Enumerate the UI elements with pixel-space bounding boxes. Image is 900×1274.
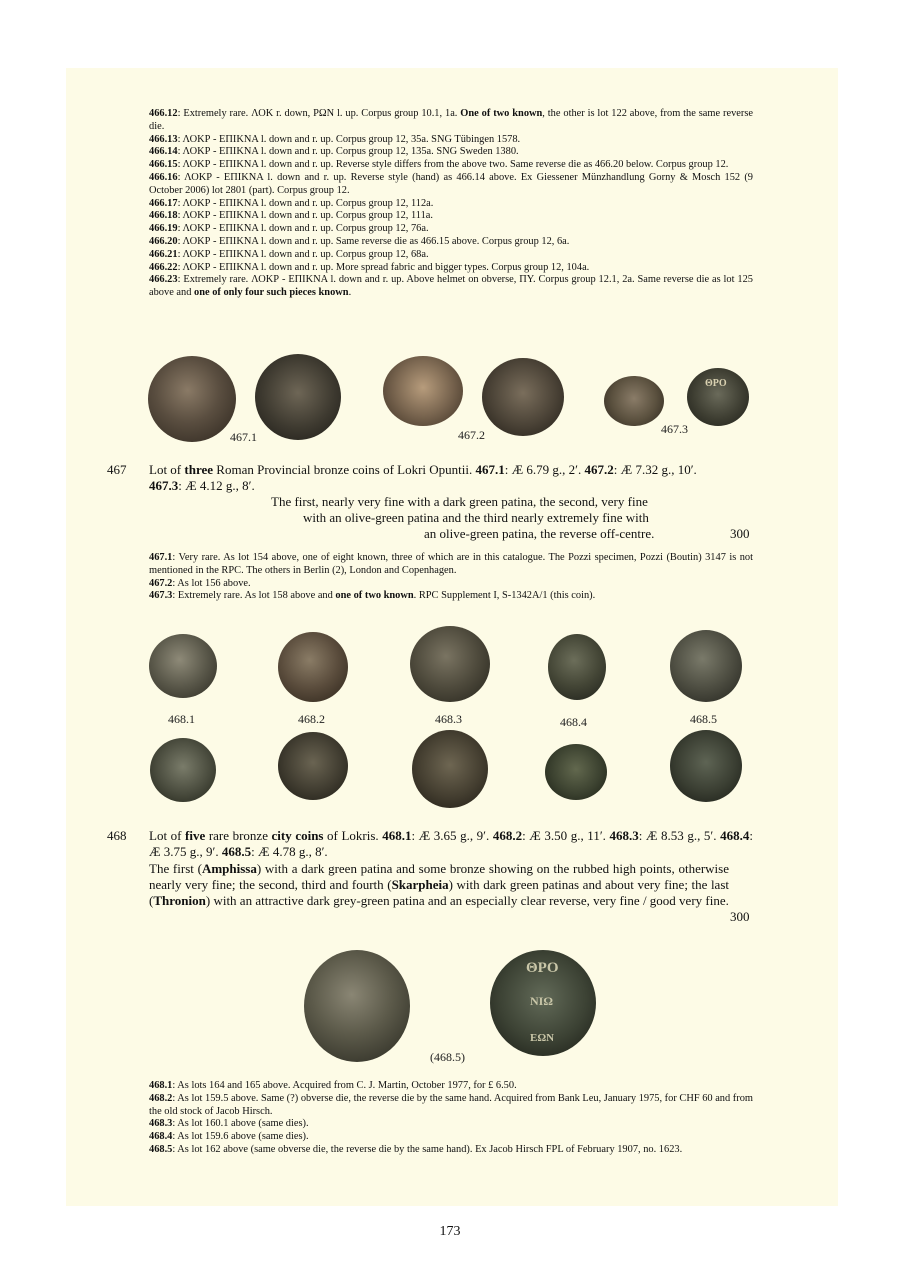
lot-467-price: 300 bbox=[730, 526, 750, 541]
note-468-5 bbox=[149, 1144, 753, 1157]
caption-468-4: 468.4 bbox=[560, 715, 587, 729]
lot-467-bold: 467.1 bbox=[475, 462, 505, 477]
note-text: : ΛΟΚΡ - ΕΠΙΚΝΑ l. down and r. up. Reverse style (hand) as 466.14 above. Ex Giessener Münzhandlung Gorny & Mosch 152 (9 October 2006) lot 2801 (part). Corpus group 12. bbox=[149, 171, 753, 196]
lot-468-bold: 468.2 bbox=[492, 828, 523, 843]
note-466-22 bbox=[149, 262, 753, 275]
note-number: 468.1 bbox=[149, 1080, 173, 1091]
lot-468-bold: city coins bbox=[271, 828, 324, 843]
note-467-2 bbox=[149, 578, 753, 591]
lot-467-desc-1: The first, nearly very fine with a dark green patina, the second, very fine bbox=[271, 494, 648, 509]
lot-468-desc-bold: Amphissa bbox=[201, 861, 257, 876]
note-text: : As lot 159.6 above (same dies). bbox=[172, 1131, 309, 1143]
note-bold: One of two known bbox=[460, 108, 543, 119]
note-number: 466.15 bbox=[149, 159, 178, 171]
lot-468-text: : Æ 3.50 g., 11′. bbox=[522, 828, 610, 843]
lot-467-header bbox=[149, 462, 753, 494]
note-text: : ΛΟΚΡ - ΕΠΙΚΝΑ l. down and r. up. Corpus group 12, 68a. bbox=[177, 248, 429, 260]
coin-468-2-obverse bbox=[278, 632, 348, 702]
note-467-1 bbox=[149, 552, 753, 578]
coin-468-4-obverse bbox=[548, 634, 606, 700]
lot-467-text: Roman Provincial bronze coins of Lokri Opuntii. bbox=[213, 462, 476, 477]
note-number: 466.20 bbox=[149, 235, 178, 247]
caption-468-3: 468.3 bbox=[435, 712, 462, 726]
note-number: 468.3 bbox=[149, 1118, 173, 1130]
note-468-3 bbox=[149, 1118, 753, 1131]
coin-468-3-obverse bbox=[410, 626, 490, 702]
note-text: : ΛΟΚΡ - ΕΠΙΚΝΑ l. down and r. up. Same reverse die as 466.15 above. Corpus group 12, 6a. bbox=[177, 235, 570, 247]
note-466-14 bbox=[149, 146, 753, 159]
note-text: : As lot 156 above. bbox=[172, 577, 251, 589]
lot-468-desc-bold: Thronion bbox=[153, 893, 206, 908]
lot-468-bold: 468.3 bbox=[609, 828, 639, 843]
note-468-2 bbox=[149, 1093, 753, 1119]
note-text: . RPC Supplement I, S-1342A/1 (this coin). bbox=[413, 590, 596, 602]
lot-468-text: : Æ 8.53 g., 5′. bbox=[638, 828, 721, 843]
coin-legend-top: ΘΡΟ bbox=[526, 960, 559, 976]
lot-467-desc-3: an olive-green patina, the reverse off-centre. bbox=[424, 526, 655, 541]
note-text: : Extremely rare. As lot 158 above and bbox=[172, 590, 336, 602]
note-number: 466.19 bbox=[149, 223, 178, 235]
lot-467-text: : Æ 6.79 g., 2′. bbox=[504, 462, 585, 477]
note-text: : Extremely rare. ΛΟΚ r. down, ΡΩΝ l. up. Corpus group 10.1, 1a. bbox=[177, 108, 461, 119]
coin-468-2-reverse bbox=[278, 732, 348, 800]
coin-468-4-reverse bbox=[545, 744, 607, 800]
note-number: 466.21 bbox=[149, 248, 178, 260]
coin-467-3-obverse bbox=[604, 376, 664, 426]
note-number: 468.5 bbox=[149, 1143, 173, 1155]
note-466-17 bbox=[149, 198, 753, 211]
lot-468-description bbox=[149, 861, 729, 909]
note-number: 467.2 bbox=[149, 577, 173, 589]
note-bold: one of two known bbox=[335, 590, 414, 602]
note-number: 466.13 bbox=[149, 133, 178, 145]
lot-467-bold: 467.3 bbox=[149, 478, 179, 493]
lot-468-bold: 468.1 bbox=[382, 828, 412, 843]
note-466-20 bbox=[149, 236, 753, 249]
note-466-16 bbox=[149, 172, 753, 198]
note-467-3 bbox=[149, 590, 753, 603]
notes-467 bbox=[149, 552, 753, 603]
note-text: . bbox=[348, 287, 352, 299]
note-text: : As lot 162 above (same obverse die, the reverse die by the same hand). Ex Jacob Hirsch FPL of February 1907, no. 1623. bbox=[172, 1143, 683, 1155]
lot-number-468: 468 bbox=[107, 828, 127, 843]
caption-467-2: 467.2 bbox=[458, 428, 485, 442]
note-text: : ΛΟΚΡ - ΕΠΙΚΝΑ l. down and r. up. More spread fabric and bigger types. Corpus group 12, 104a. bbox=[177, 261, 590, 273]
coin-467-2-reverse bbox=[482, 358, 564, 436]
note-text: , the other is lot 122 above, from the same reverse die. bbox=[149, 108, 753, 132]
lot-468-text: rare bronze bbox=[205, 828, 272, 843]
lot-468-header bbox=[149, 828, 753, 860]
coin-468-5-obverse bbox=[670, 630, 742, 702]
note-466-13 bbox=[149, 134, 753, 147]
coin-468-5-reverse bbox=[670, 730, 742, 802]
note-text: : ΛΟΚΡ - ΕΠΙΚΝΑ l. down and r. up. Corpus group 12, 35a. SNG Tübingen 1578. bbox=[177, 133, 521, 145]
note-number: 468.2 bbox=[149, 1092, 173, 1104]
note-number: 466.12 bbox=[149, 108, 178, 119]
lot-468-price: 300 bbox=[730, 909, 750, 924]
lot-468-bold: 468.5 bbox=[221, 844, 252, 859]
lot-467-line1 bbox=[149, 462, 753, 478]
note-text: : ΛΟΚΡ - ΕΠΙΚΝΑ l. down and r. up. Corpus group 12, 76a. bbox=[177, 223, 429, 235]
lot-468-text: Lot of bbox=[149, 828, 186, 843]
note-466-21 bbox=[149, 249, 753, 262]
note-number: 467.1 bbox=[149, 552, 173, 563]
coin-legend-bottom: ΕΩΝ bbox=[530, 1032, 555, 1044]
page-number: 173 bbox=[439, 1224, 461, 1239]
lot-468-desc-text: ) with an attractive dark grey-green patina and an especially clear reverse, very fine / good very fine. bbox=[205, 893, 729, 908]
lot-467-line2 bbox=[149, 478, 753, 494]
coin-467-3-reverse bbox=[687, 368, 749, 426]
lot-468-bold: five bbox=[185, 828, 206, 843]
coin-467-3-reverse-legend: ΘΡΟ bbox=[705, 378, 727, 389]
note-466-19 bbox=[149, 223, 753, 236]
lot-467-bold: 467.2 bbox=[584, 462, 614, 477]
coin-467-2-obverse bbox=[383, 356, 463, 426]
coin-468-5-enlarged-obverse bbox=[304, 950, 410, 1062]
lot-468-desc-text: The first ( bbox=[149, 861, 202, 876]
caption-468-5-enlarged: (468.5) bbox=[430, 1050, 465, 1064]
lot-number-467: 467 bbox=[107, 462, 127, 477]
note-number: 467.3 bbox=[149, 590, 173, 602]
note-text: : ΛΟΚΡ - ΕΠΙΚΝΑ l. down and r. up. Corpus group 12, 135a. SNG Sweden 1380. bbox=[177, 146, 519, 158]
note-number: 466.16 bbox=[149, 171, 178, 183]
note-466-12 bbox=[149, 108, 753, 134]
lot-467-text: Lot of bbox=[149, 462, 185, 477]
note-number: 466.23 bbox=[149, 274, 178, 286]
notes-468 bbox=[149, 1080, 753, 1157]
note-466-15 bbox=[149, 159, 753, 172]
caption-467-3: 467.3 bbox=[661, 422, 688, 436]
note-468-4 bbox=[149, 1131, 753, 1144]
coin-468-1-reverse bbox=[150, 738, 216, 802]
caption-467-1: 467.1 bbox=[230, 430, 257, 444]
lot-468-bold: 468.4 bbox=[720, 828, 750, 843]
caption-468-2: 468.2 bbox=[298, 712, 325, 726]
note-bold: one of only four such pieces known bbox=[194, 287, 349, 299]
coin-legend-mid: ΝΙΩ bbox=[530, 994, 553, 1008]
lot-468-text: of Lokris. bbox=[323, 828, 383, 843]
lot-468-text: : Æ 4.78 g., 8′. bbox=[251, 844, 328, 859]
note-text: : ΛΟΚΡ - ΕΠΙΚΝΑ l. down and r. up. Reverse style differs from the above two. Same reverse die as 466.20 below. Corpus group 12. bbox=[177, 159, 729, 171]
lot-467-bold: three bbox=[184, 462, 214, 477]
note-text: : As lot 159.5 above. Same (?) obverse die, the reverse die by the same hand. Acquired from Bank Leu, January 1975, for CHF 60 and from the old stock of Jacob Hirsch. bbox=[149, 1092, 753, 1117]
coin-467-1-obverse bbox=[148, 356, 236, 442]
lot-468-desc-text: ) with dark green patinas and about very fine; the last ( bbox=[149, 877, 729, 908]
lot-468-text: : Æ 3.75 g., 9′. bbox=[149, 828, 753, 859]
note-466-23 bbox=[149, 274, 753, 300]
note-468-1 bbox=[149, 1080, 753, 1093]
coin-467-1-reverse bbox=[255, 354, 341, 440]
lot-467-text: : Æ 4.12 g., 8′. bbox=[178, 478, 255, 493]
note-text: : Extremely rare. ΛΟΚΡ - ΕΠΙΚΝΑ l. down and r. up. Above helmet on obverse, ΠΥ. Corpus group 12.1, 2a. Same reverse die as lot 125 above and bbox=[149, 274, 753, 299]
lot-467-desc-2: with an olive-green patina and the third nearly extremely fine with bbox=[303, 510, 649, 525]
lot-467-text: : Æ 7.32 g., 10′. bbox=[613, 462, 697, 477]
note-number: 466.17 bbox=[149, 197, 178, 209]
coin-468-3-reverse bbox=[412, 730, 488, 808]
note-number: 466.22 bbox=[149, 261, 178, 273]
lot-468-desc-text: ) with a dark green patina and some bronze showing on the rubbed high points, otherwise nearly very fine; the second, third and fourth ( bbox=[149, 861, 729, 892]
caption-468-5: 468.5 bbox=[690, 712, 717, 726]
note-text: : ΛΟΚΡ - ΕΠΙΚΝΑ l. down and r. up. Corpus group 12, 111a. bbox=[177, 210, 433, 222]
coin-468-5-enlarged-reverse bbox=[490, 950, 596, 1056]
note-text: : ΛΟΚΡ - ΕΠΙΚΝΑ l. down and r. up. Corpus group 12, 112a. bbox=[177, 197, 434, 209]
note-text: : As lot 160.1 above (same dies). bbox=[172, 1118, 309, 1130]
note-number: 468.4 bbox=[149, 1131, 173, 1143]
caption-468-1: 468.1 bbox=[168, 712, 195, 726]
note-number: 466.14 bbox=[149, 146, 178, 158]
lot-468-desc-bold: Skarpheia bbox=[391, 877, 449, 892]
note-466-18 bbox=[149, 210, 753, 223]
note-text: : Very rare. As lot 154 above, one of eight known, three of which are in this catalogue. The Pozzi specimen, Pozzi (Boutin) 3147 is not mentioned in the RPC. The others in Berlin (2), London and Copenhagen. bbox=[149, 552, 753, 576]
lot-468-text: : Æ 3.65 g., 9′. bbox=[411, 828, 493, 843]
coin-468-1-obverse bbox=[149, 634, 217, 698]
note-number: 466.18 bbox=[149, 210, 178, 222]
notes-466 bbox=[149, 108, 753, 300]
note-text: : As lots 164 and 165 above. Acquired from C. J. Martin, October 1977, for £ 6.50. bbox=[172, 1080, 517, 1091]
